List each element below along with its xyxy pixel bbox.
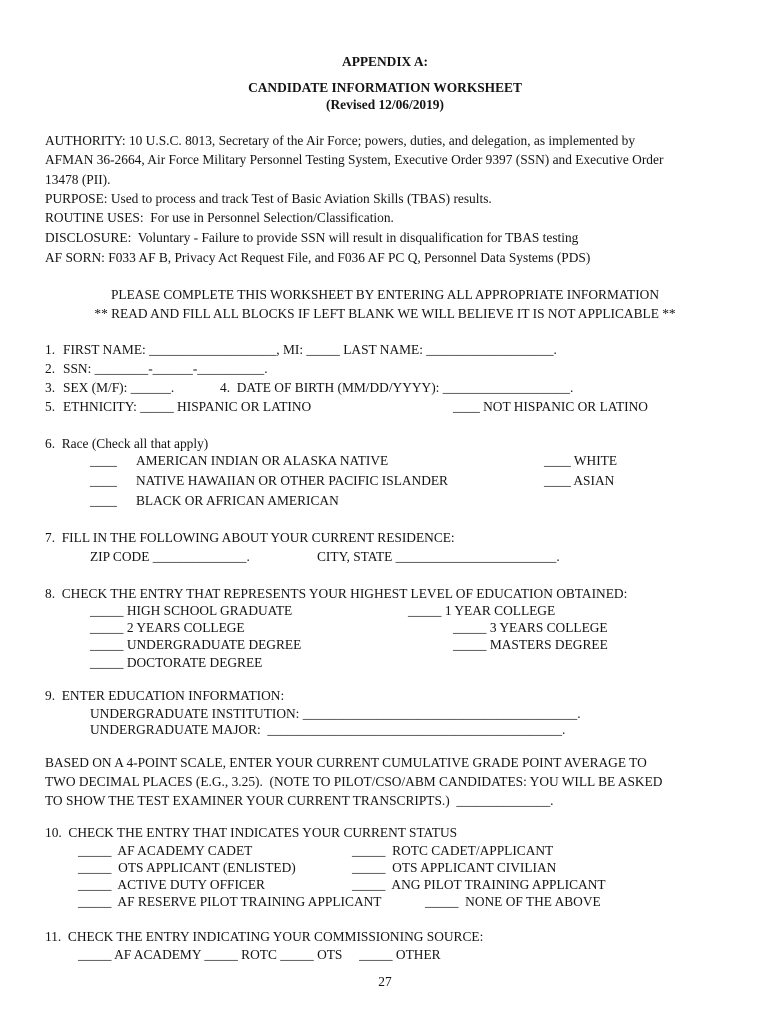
q9-major-field[interactable]: UNDERGRADUATE MAJOR: ____________________________________________. <box>90 722 566 737</box>
q2-number: 2. <box>45 361 56 376</box>
q10-option-reserve[interactable]: _____ AF RESERVE PILOT TRAINING APPLICANT <box>78 894 382 909</box>
disclosure-line: DISCLOSURE: Voluntary - Failure to provide SSN will result in disqualification for TBAS testing <box>45 230 579 245</box>
q9-prompt: 9. ENTER EDUCATION INFORMATION: <box>45 688 285 703</box>
q6-blank-hawaiian[interactable]: ____ <box>90 473 117 488</box>
q8-option-2-years[interactable]: _____ 2 YEARS COLLEGE <box>90 620 245 635</box>
q10-option-ots-civilian[interactable]: _____ OTS APPLICANT CIVILIAN <box>352 860 557 875</box>
q7-prompt: 7. FILL IN THE FOLLOWING ABOUT YOUR CURRENT RESIDENCE: <box>45 530 455 545</box>
q6-blank-black[interactable]: ____ <box>90 493 117 508</box>
q6-option-black: BLACK OR AFRICAN AMERICAN <box>136 493 339 508</box>
q10-prompt: 10. CHECK THE ENTRY THAT INDICATES YOUR CURRENT STATUS <box>45 825 458 840</box>
instruction-line-1: PLEASE COMPLETE THIS WORKSHEET BY ENTERING ALL APPROPRIATE INFORMATION <box>110 287 660 302</box>
authority-line-2: AFMAN 36-2664, Air Force Military Personnel Testing System, Executive Order 9397 (SSN) and Executive Order <box>45 152 664 167</box>
q10-option-ang[interactable]: _____ ANG PILOT TRAINING APPLICANT <box>352 877 606 892</box>
appendix-heading: APPENDIX A: <box>342 54 428 69</box>
q5-number: 5. <box>45 399 56 414</box>
q8-option-masters[interactable]: _____ MASTERS DEGREE <box>453 637 608 652</box>
q11-prompt: 11. CHECK THE ENTRY INDICATING YOUR COMMISSIONING SOURCE: <box>45 929 484 944</box>
q8-option-3-years[interactable]: _____ 3 YEARS COLLEGE <box>453 620 608 635</box>
gpa-field[interactable]: TO SHOW THE TEST EXAMINER YOUR CURRENT TRANSCRIPTS.) ______________. <box>45 793 554 808</box>
authority-line-1: AUTHORITY: 10 U.S.C. 8013, Secretary of the Air Force; powers, duties, and delegation, as implemented by <box>45 133 636 148</box>
gpa-line-1: BASED ON A 4-POINT SCALE, ENTER YOUR CURRENT CUMULATIVE GRADE POINT AVERAGE TO <box>45 755 647 770</box>
q10-option-academy-cadet[interactable]: _____ AF ACADEMY CADET <box>78 843 253 858</box>
q7-city-state-field[interactable]: CITY, STATE ________________________. <box>317 549 560 564</box>
q9-institution-field[interactable]: UNDERGRADUATE INSTITUTION: _________________________________________. <box>90 706 581 721</box>
page-number: 27 <box>378 974 392 989</box>
worksheet-title: CANDIDATE INFORMATION WORKSHEET <box>248 80 522 95</box>
q6-option-native-american: AMERICAN INDIAN OR ALASKA NATIVE <box>136 453 389 468</box>
routine-uses-line: ROUTINE USES: For use in Personnel Selection/Classification. <box>45 210 394 225</box>
q6-prompt: 6. Race (Check all that apply) <box>45 436 209 451</box>
q6-option-hawaiian: NATIVE HAWAIIAN OR OTHER PACIFIC ISLANDER <box>136 473 448 488</box>
q3-number: 3. <box>45 380 56 395</box>
authority-line-3: 13478 (PII). <box>45 172 111 187</box>
q10-option-rotc[interactable]: _____ ROTC CADET/APPLICANT <box>352 843 554 858</box>
q8-option-1-year[interactable]: _____ 1 YEAR COLLEGE <box>408 603 556 618</box>
q6-blank-native-american[interactable]: ____ <box>90 453 117 468</box>
sorn-line: AF SORN: F033 AF B, Privacy Act Request File, and F036 AF PC Q, Personnel Data Systems (PDS) <box>45 250 591 265</box>
instruction-line-2: ** READ AND FILL ALL BLOCKS IF LEFT BLANK WE WILL BELIEVE IT IS NOT APPLICABLE ** <box>94 306 676 321</box>
q7-zip-field[interactable]: ZIP CODE ______________. <box>90 549 250 564</box>
q6-option-white[interactable]: ____ WHITE <box>544 453 618 468</box>
q10-option-none[interactable]: _____ NONE OF THE ABOVE <box>425 894 601 909</box>
q8-prompt: 8. CHECK THE ENTRY THAT REPRESENTS YOUR HIGHEST LEVEL OF EDUCATION OBTAINED: <box>45 586 628 601</box>
q8-option-undergraduate[interactable]: _____ UNDERGRADUATE DEGREE <box>90 637 302 652</box>
q4-dob-field[interactable]: 4. DATE OF BIRTH (MM/DD/YYYY): ___________________. <box>220 380 574 395</box>
q5-not-hispanic-option[interactable]: ____ NOT HISPANIC OR LATINO <box>453 399 648 414</box>
q10-option-active-duty[interactable]: _____ ACTIVE DUTY OFFICER <box>78 877 265 892</box>
purpose-line: PURPOSE: Used to process and track Test of Basic Aviation Skills (TBAS) results. <box>45 191 492 206</box>
q8-option-high-school[interactable]: _____ HIGH SCHOOL GRADUATE <box>90 603 293 618</box>
gpa-line-2: TWO DECIMAL PLACES (E.G., 3.25). (NOTE TO PILOT/CSO/ABM CANDIDATES: YOU WILL BE ASKED <box>45 774 663 789</box>
q1-name-fields[interactable]: FIRST NAME: ___________________, MI: _____ LAST NAME: ___________________. <box>63 342 557 357</box>
q8-option-doctorate[interactable]: _____ DOCTORATE DEGREE <box>90 655 263 670</box>
q5-hispanic-option[interactable]: ETHNICITY: _____ HISPANIC OR LATINO <box>63 399 312 414</box>
q11-options[interactable]: _____ AF ACADEMY _____ ROTC _____ OTS _____ OTHER <box>78 947 441 962</box>
q3-sex-field[interactable]: SEX (M/F): ______. <box>63 380 175 395</box>
revised-date: (Revised 12/06/2019) <box>326 97 444 112</box>
q6-option-asian[interactable]: ____ ASIAN <box>544 473 615 488</box>
q1-number: 1. <box>45 342 56 357</box>
q10-option-ots-enlisted[interactable]: _____ OTS APPLICANT (ENLISTED) <box>78 860 296 875</box>
q2-ssn-field[interactable]: SSN: ________-______-__________. <box>63 361 268 376</box>
